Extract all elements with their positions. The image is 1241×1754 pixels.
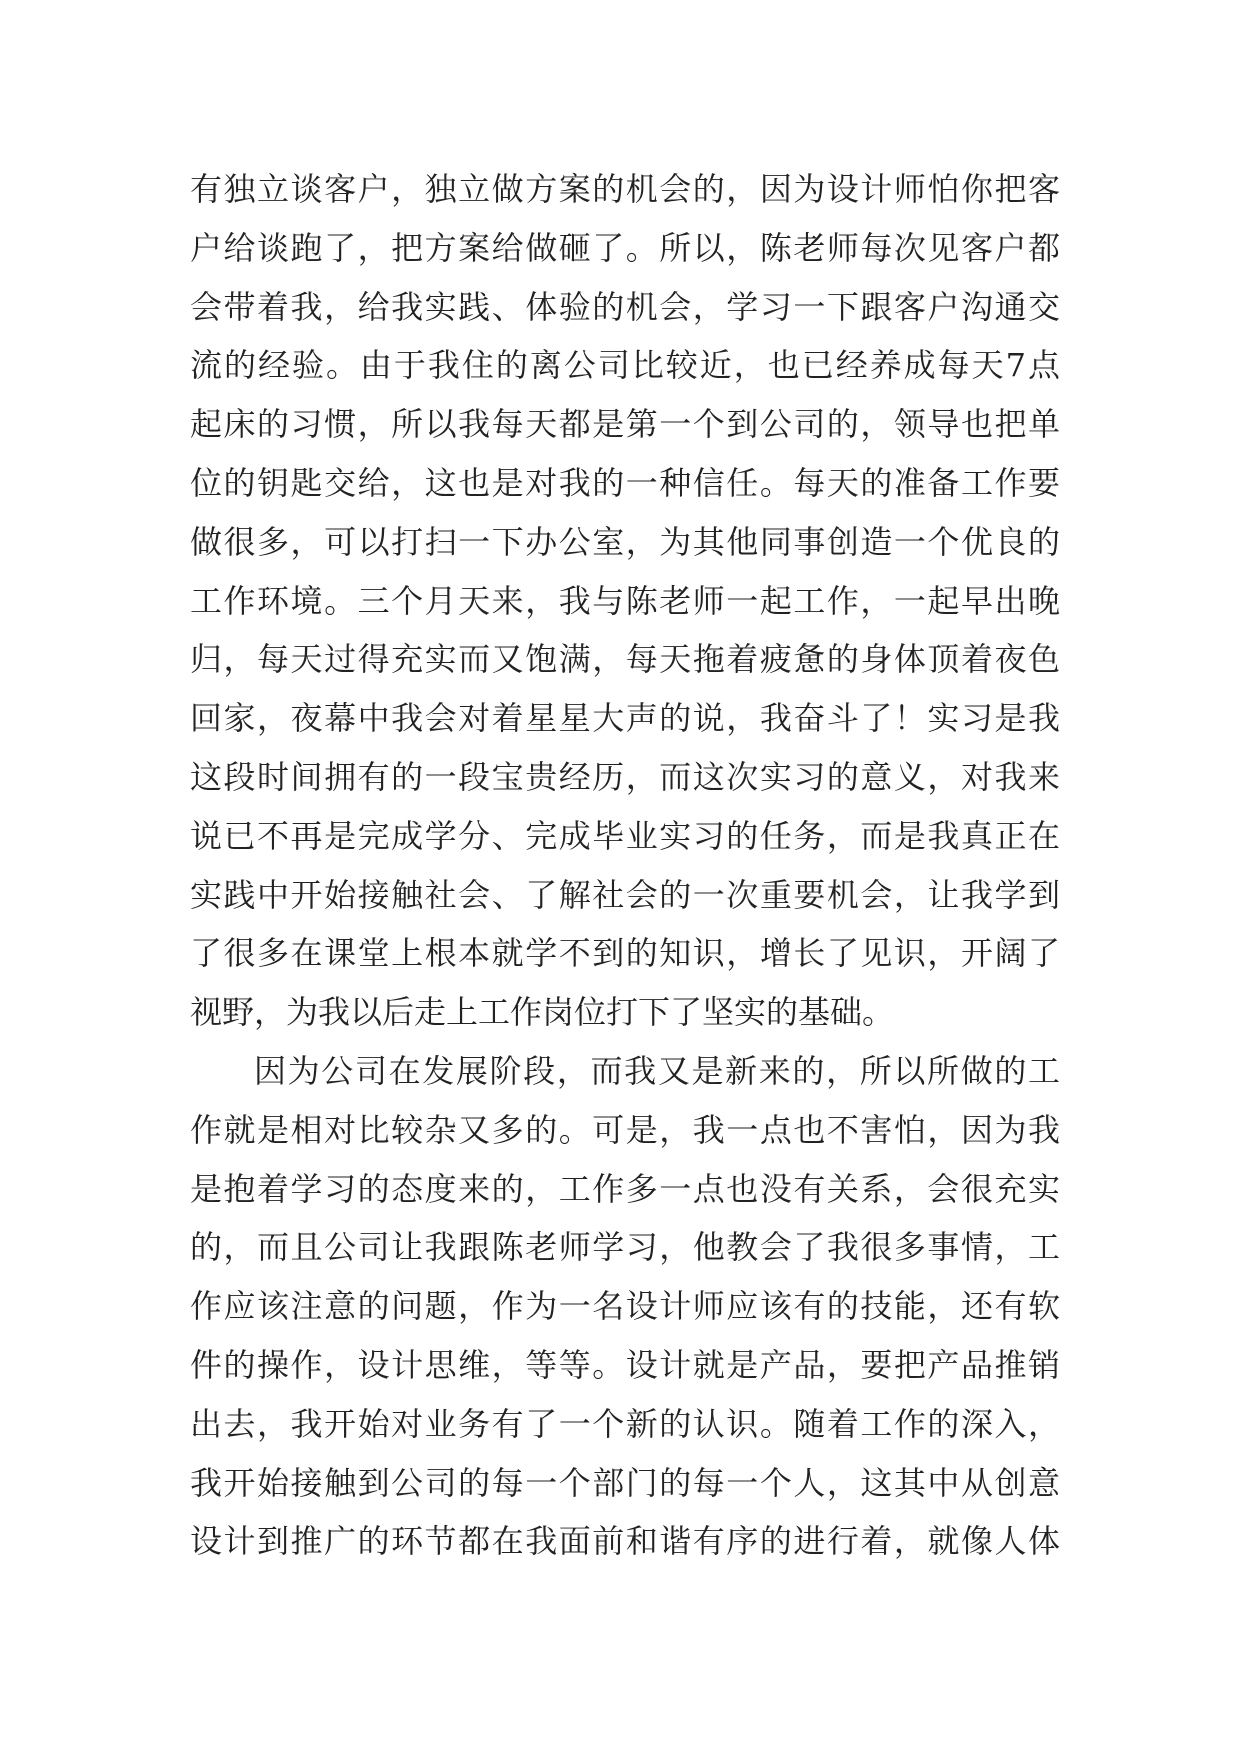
text-line: 我开始接触到公司的每一个部门的每一个人，这其中从创意 xyxy=(190,1463,1060,1502)
text-line: 位的钥匙交给，这也是对我的一种信任。每天的准备工作要 xyxy=(190,463,1060,502)
text-line: 作应该注意的问题，作为一名设计师应该有的技能，还有软 xyxy=(190,1287,1060,1326)
text-line: 回家，夜幕中我会对着星星大声的说，我奋斗了！实习是我 xyxy=(190,699,1060,738)
text-line: 因为公司在发展阶段，而我又是新来的，所以所做的工 xyxy=(254,1051,1060,1090)
text-line: 归，每天过得充实而又饱满，每天拖着疲惫的身体顶着夜色 xyxy=(190,640,1060,679)
text-line: 这段时间拥有的一段宝贵经历，而这次实习的意义，对我来 xyxy=(190,757,1060,796)
text-line: 了很多在课堂上根本就学不到的知识，增长了见识，开阔了 xyxy=(190,934,1060,973)
text-line: 设计到推广的环节都在我面前和谐有序的进行着，就像人体 xyxy=(190,1522,1060,1561)
text-line: 有独立谈客户，独立做方案的机会的，因为设计师怕你把客 xyxy=(190,170,1060,208)
text-line: 的，而且公司让我跟陈老师学习，他教会了我很多事情，工 xyxy=(190,1228,1060,1267)
text-line: 说已不再是完成学分、完成毕业实习的任务，而是我真正在 xyxy=(190,816,1060,855)
text-line: 工作环境。三个月天来，我与陈老师一起工作，一起早出晚 xyxy=(190,581,1060,620)
text-line: 视野，为我以后走上工作岗位打下了坚实的基础。 xyxy=(190,993,895,1032)
body-text xyxy=(190,160,1060,1571)
text-line: 实践中开始接触社会、了解社会的一次重要机会，让我学到 xyxy=(190,875,1060,914)
text-line: 是抱着学习的态度来的，工作多一点也没有关系，会很充实 xyxy=(190,1169,1060,1208)
text-line: 做很多，可以打扫一下办公室，为其他同事创造一个优良的 xyxy=(190,522,1060,561)
text-line: 出去，我开始对业务有了一个新的认识。随着工作的深入， xyxy=(190,1404,1060,1443)
text-line: 流的经验。由于我住的离公司比较近，也已经养成每天7点 xyxy=(190,346,1060,385)
text-line: 会带着我，给我实践、体验的机会，学习一下跟客户沟通交 xyxy=(190,287,1060,326)
text-line: 作就是相对比较杂又多的。可是，我一点也不害怕，因为我 xyxy=(190,1110,1060,1149)
text-line: 户给谈跑了，把方案给做砸了。所以，陈老师每次见客户都 xyxy=(190,228,1060,267)
text-line: 起床的习惯，所以我每天都是第一个到公司的，领导也把单 xyxy=(190,405,1060,444)
text-line: 件的操作，设计思维，等等。设计就是产品，要把产品推销 xyxy=(190,1345,1060,1384)
